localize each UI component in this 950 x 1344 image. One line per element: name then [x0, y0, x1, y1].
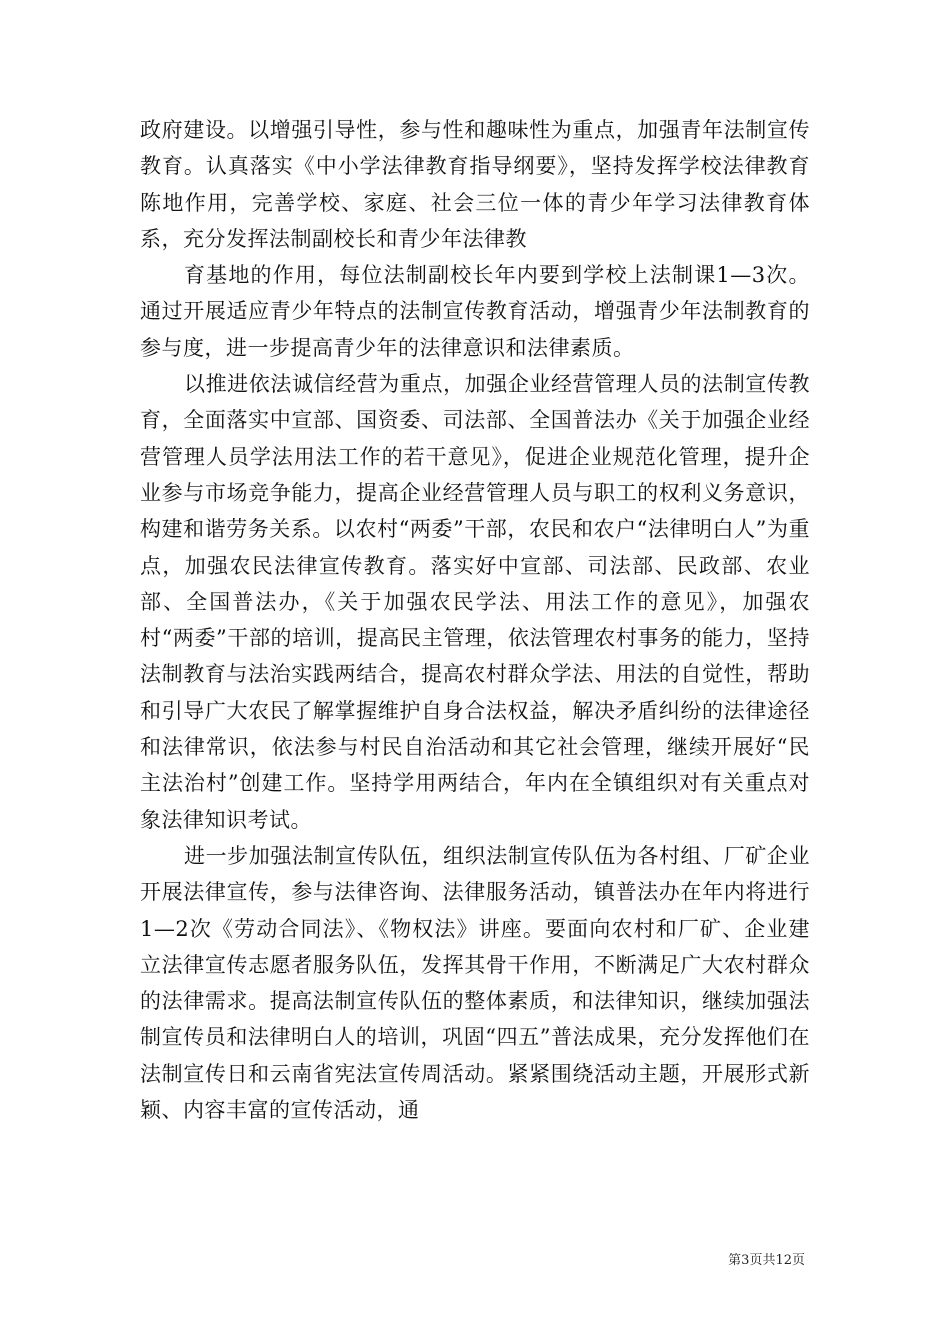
document-body — [140, 112, 810, 1128]
paragraph-2: 育基地的作用，每位法制副校长年内要到学校上法制课1—3次。通过开展适应青少年特点的法制宣传教育活动，增强青少年法制教育的参与度，进一步提高青少年的法律意识和法律素质。 — [140, 263, 810, 360]
page-number: 第3页共12页 — [728, 1253, 805, 1268]
paragraph-3: 以推进依法诚信经营为重点，加强企业经营管理人员的法制宣传教育，全面落实中宣部、国资委、司法部、全国普法办《关于加强企业经营管理人员学法用法工作的若干意见》，促进企业规范化管理，提升企业参与市场竞争能力，提高企业经营管理人员与职工的权利义务意识，构建和谐劳务关系。以农村“两委”干部，农民和农户“法律明白人”为重点，加强农民法律宣传教育。落实好中宣部、司法部、民政部、农业部、全国普法办，《关于加强农民学法、用法工作的意见》，加强农村“两委”干部的培训，提高民主管理，依法管理农村事务的能力，坚持法制教育与法治实践两结合，提高农村群众学法、用法的自觉性，帮助和引导广大农民了解掌握维护自身合法权益，解决矛盾纠纷的法律途径和法律常识，依法参与村民自治活动和其它社会管理，继续开展好“民主法治村”创建工作。坚持学用两结合，年内在全镇组织对有关重点对象法律知识考试。 — [140, 372, 810, 832]
paragraph-1: 政府建设。以增强引导性，参与性和趣味性为重点，加强青年法制宣传教育。认真落实《中小学法律教育指导纲要》，坚持发挥学校法律教育陈地作用，完善学校、家庭、社会三位一体的青少年学习法律教育体系，充分发挥法制副校长和青少年法律教 — [140, 118, 810, 251]
paragraph-4: 进一步加强法制宣传队伍，组织法制宣传队伍为各村组、厂矿企业开展法律宣传，参与法律咨询、法律服务活动，镇普法办在年内将进行1—2次《劳动合同法》、《物权法》讲座。要面向农村和厂矿、企业建立法律宣传志愿者服务队伍，发挥其骨干作用，不断满足广大农村群众的法律需求。提高法制宣传队伍的整体素质，和法律知识，继续加强法制宣传员和法律明白人的培训，巩固“四五”普法成果，充分发挥他们在法制宣传日和云南省宪法宣传周活动。紧紧围绕活动主题，开展形式新颖、内容丰富的宣传活动，通 — [140, 843, 810, 1123]
